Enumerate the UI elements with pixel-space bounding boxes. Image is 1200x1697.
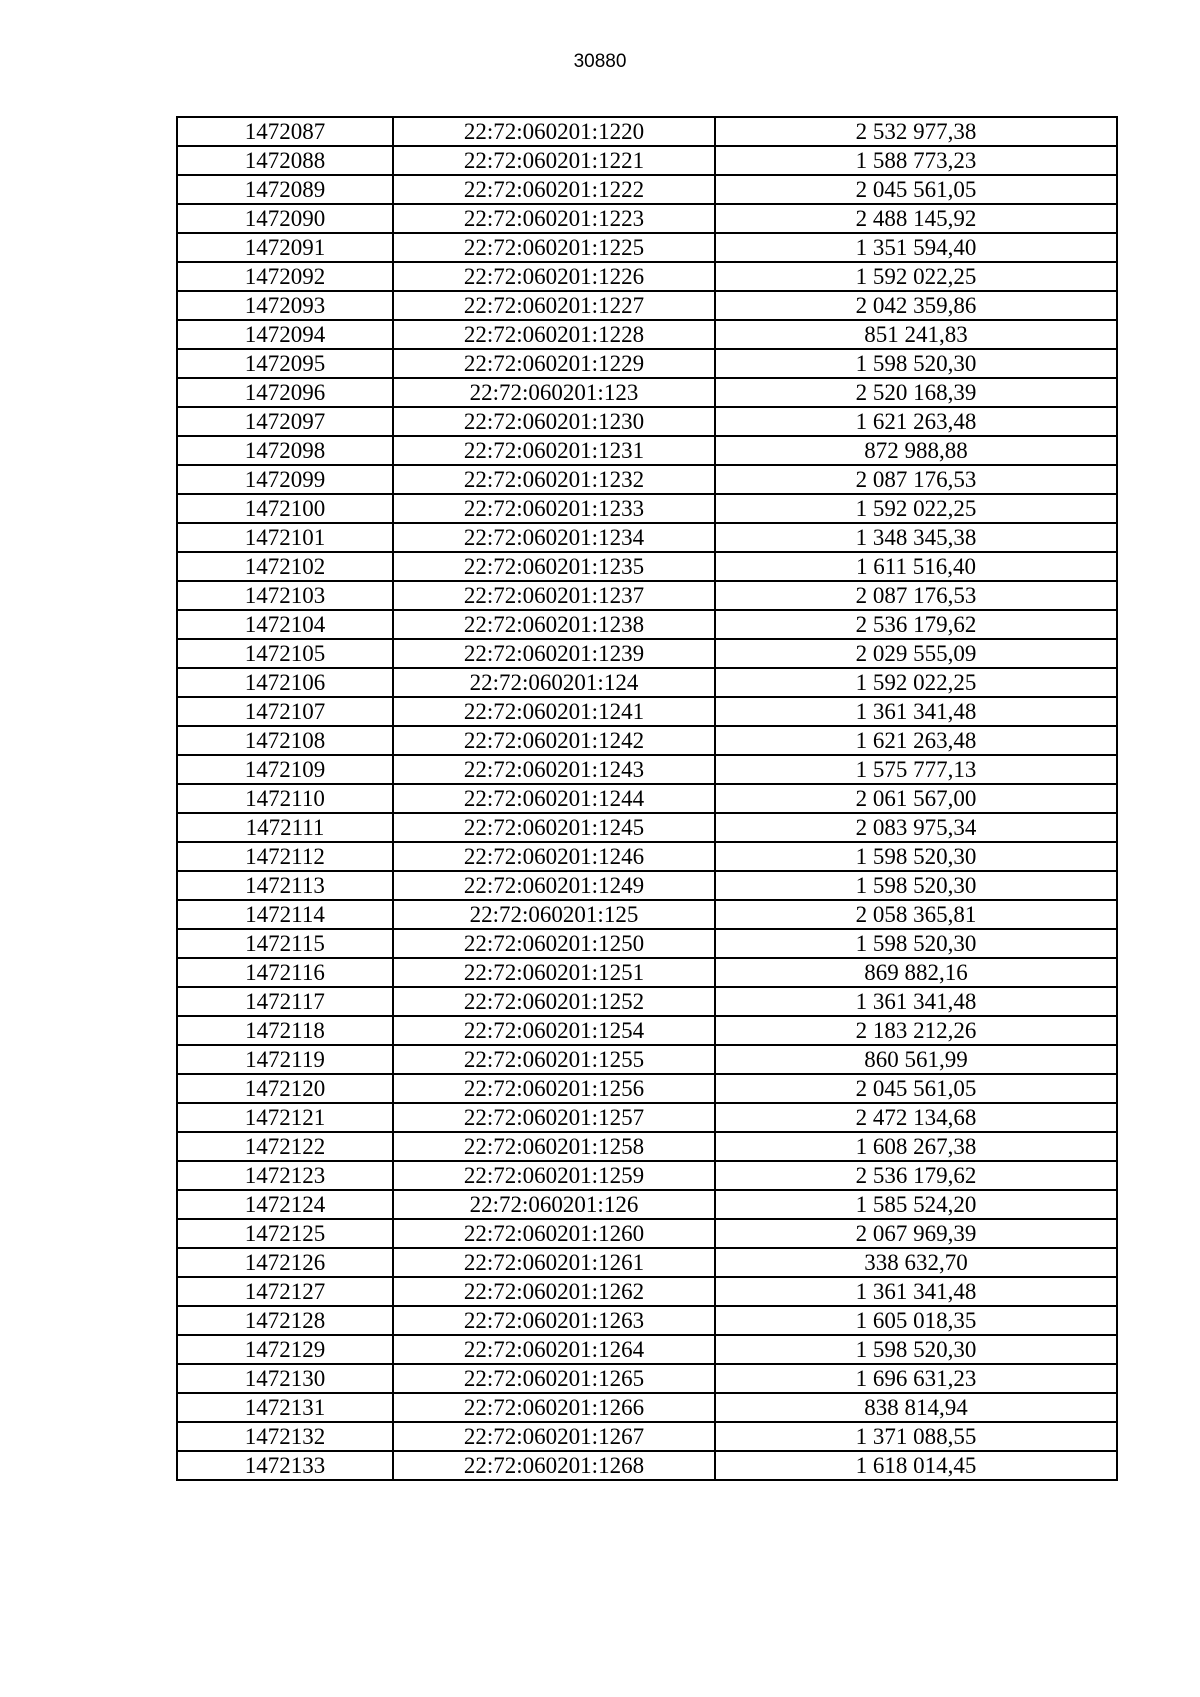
row-number-cell: 1472131	[177, 1393, 393, 1422]
row-number-cell: 1472128	[177, 1306, 393, 1335]
cadastral-number-cell: 22:72:060201:1228	[393, 320, 715, 349]
table-row	[177, 1364, 1117, 1393]
cadastral-number-cell: 22:72:060201:1257	[393, 1103, 715, 1132]
cadastral-number-cell: 22:72:060201:1262	[393, 1277, 715, 1306]
cadastral-number-cell: 22:72:060201:1250	[393, 929, 715, 958]
cadastral-number-cell: 22:72:060201:1220	[393, 117, 715, 146]
value-cell: 338 632,70	[715, 1248, 1117, 1277]
row-number-cell: 1472106	[177, 668, 393, 697]
table-row	[177, 465, 1117, 494]
table-body	[177, 117, 1117, 1480]
cadastral-number-cell: 22:72:060201:1237	[393, 581, 715, 610]
value-cell: 2 520 168,39	[715, 378, 1117, 407]
table-row	[177, 175, 1117, 204]
row-number-cell: 1472100	[177, 494, 393, 523]
row-number-cell: 1472130	[177, 1364, 393, 1393]
cadastral-number-cell: 22:72:060201:1267	[393, 1422, 715, 1451]
value-cell: 1 611 516,40	[715, 552, 1117, 581]
cadastral-number-cell: 22:72:060201:1258	[393, 1132, 715, 1161]
table-row	[177, 1074, 1117, 1103]
cadastral-number-cell: 22:72:060201:1242	[393, 726, 715, 755]
row-number-cell: 1472113	[177, 871, 393, 900]
row-number-cell: 1472112	[177, 842, 393, 871]
row-number-cell: 1472126	[177, 1248, 393, 1277]
cadastral-number-cell: 22:72:060201:1221	[393, 146, 715, 175]
row-number-cell: 1472105	[177, 639, 393, 668]
row-number-cell: 1472129	[177, 1335, 393, 1364]
row-number-cell: 1472125	[177, 1219, 393, 1248]
value-cell: 2 029 555,09	[715, 639, 1117, 668]
cadastral-number-cell: 22:72:060201:1227	[393, 291, 715, 320]
cadastral-number-cell: 22:72:060201:1226	[393, 262, 715, 291]
row-number-cell: 1472124	[177, 1190, 393, 1219]
cadastral-number-cell: 22:72:060201:1241	[393, 697, 715, 726]
table-row	[177, 523, 1117, 552]
value-cell: 2 532 977,38	[715, 117, 1117, 146]
row-number-cell: 1472090	[177, 204, 393, 233]
cadastral-number-cell: 22:72:060201:1234	[393, 523, 715, 552]
cadastral-number-cell: 22:72:060201:123	[393, 378, 715, 407]
value-cell: 1 361 341,48	[715, 987, 1117, 1016]
row-number-cell: 1472103	[177, 581, 393, 610]
row-number-cell: 1472087	[177, 117, 393, 146]
value-cell: 2 087 176,53	[715, 581, 1117, 610]
value-cell: 1 592 022,25	[715, 262, 1117, 291]
value-cell: 1 585 524,20	[715, 1190, 1117, 1219]
value-cell: 872 988,88	[715, 436, 1117, 465]
row-number-cell: 1472122	[177, 1132, 393, 1161]
row-number-cell: 1472114	[177, 900, 393, 929]
value-cell: 1 621 263,48	[715, 726, 1117, 755]
table-row	[177, 320, 1117, 349]
cadastral-number-cell: 22:72:060201:1225	[393, 233, 715, 262]
row-number-cell: 1472093	[177, 291, 393, 320]
table-row	[177, 204, 1117, 233]
table-row	[177, 668, 1117, 697]
row-number-cell: 1472132	[177, 1422, 393, 1451]
table-row	[177, 726, 1117, 755]
cadastral-number-cell: 22:72:060201:1231	[393, 436, 715, 465]
value-cell: 1 598 520,30	[715, 1335, 1117, 1364]
row-number-cell: 1472111	[177, 813, 393, 842]
cadastral-number-cell: 22:72:060201:125	[393, 900, 715, 929]
value-cell: 2 045 561,05	[715, 175, 1117, 204]
table-row	[177, 1219, 1117, 1248]
cadastral-number-cell: 22:72:060201:1255	[393, 1045, 715, 1074]
value-cell: 1 361 341,48	[715, 697, 1117, 726]
table-row	[177, 1335, 1117, 1364]
value-cell: 1 598 520,30	[715, 842, 1117, 871]
row-number-cell: 1472097	[177, 407, 393, 436]
cadastral-number-cell: 22:72:060201:1268	[393, 1451, 715, 1480]
value-cell: 2 061 567,00	[715, 784, 1117, 813]
cadastral-number-cell: 22:72:060201:1235	[393, 552, 715, 581]
row-number-cell: 1472099	[177, 465, 393, 494]
row-number-cell: 1472121	[177, 1103, 393, 1132]
row-number-cell: 1472120	[177, 1074, 393, 1103]
row-number-cell: 1472118	[177, 1016, 393, 1045]
table-row	[177, 871, 1117, 900]
table-row	[177, 1422, 1117, 1451]
cadastral-number-cell: 22:72:060201:1222	[393, 175, 715, 204]
cadastral-number-cell: 22:72:060201:1256	[393, 1074, 715, 1103]
cadastral-number-cell: 22:72:060201:1263	[393, 1306, 715, 1335]
table-row	[177, 117, 1117, 146]
value-cell: 1 605 018,35	[715, 1306, 1117, 1335]
value-cell: 1 696 631,23	[715, 1364, 1117, 1393]
value-cell: 1 598 520,30	[715, 871, 1117, 900]
table-row	[177, 1248, 1117, 1277]
value-cell: 1 608 267,38	[715, 1132, 1117, 1161]
table-row	[177, 842, 1117, 871]
table-row	[177, 291, 1117, 320]
table-row	[177, 755, 1117, 784]
value-cell: 2 045 561,05	[715, 1074, 1117, 1103]
row-number-cell: 1472088	[177, 146, 393, 175]
value-cell: 1 592 022,25	[715, 668, 1117, 697]
value-cell: 1 371 088,55	[715, 1422, 1117, 1451]
cadastral-number-cell: 22:72:060201:1259	[393, 1161, 715, 1190]
row-number-cell: 1472092	[177, 262, 393, 291]
table-row	[177, 1306, 1117, 1335]
table-row	[177, 639, 1117, 668]
table-row	[177, 233, 1117, 262]
cadastral-number-cell: 22:72:060201:1249	[393, 871, 715, 900]
cadastral-number-cell: 22:72:060201:1223	[393, 204, 715, 233]
cadastral-number-cell: 22:72:060201:1233	[393, 494, 715, 523]
cadastral-number-cell: 22:72:060201:1266	[393, 1393, 715, 1422]
row-number-cell: 1472119	[177, 1045, 393, 1074]
value-cell: 1 598 520,30	[715, 929, 1117, 958]
table-row	[177, 581, 1117, 610]
value-cell: 1 348 345,38	[715, 523, 1117, 552]
value-cell: 851 241,83	[715, 320, 1117, 349]
table-row	[177, 494, 1117, 523]
table-row	[177, 262, 1117, 291]
cadastral-number-cell: 22:72:060201:1244	[393, 784, 715, 813]
value-cell: 1 588 773,23	[715, 146, 1117, 175]
cadastral-number-cell: 22:72:060201:1265	[393, 1364, 715, 1393]
table-row	[177, 813, 1117, 842]
cadastral-number-cell: 22:72:060201:1243	[393, 755, 715, 784]
value-cell: 2 488 145,92	[715, 204, 1117, 233]
table-row	[177, 987, 1117, 1016]
value-cell: 860 561,99	[715, 1045, 1117, 1074]
row-number-cell: 1472123	[177, 1161, 393, 1190]
value-cell: 2 058 365,81	[715, 900, 1117, 929]
page-number: 30880	[573, 51, 627, 72]
row-number-cell: 1472102	[177, 552, 393, 581]
row-number-cell: 1472115	[177, 929, 393, 958]
table-row	[177, 378, 1117, 407]
row-number-cell: 1472094	[177, 320, 393, 349]
row-number-cell: 1472098	[177, 436, 393, 465]
cadastral-number-cell: 22:72:060201:1232	[393, 465, 715, 494]
row-number-cell: 1472104	[177, 610, 393, 639]
data-table-container	[176, 116, 1118, 1481]
table-row	[177, 146, 1117, 175]
table-row	[177, 697, 1117, 726]
row-number-cell: 1472127	[177, 1277, 393, 1306]
cadastral-number-cell: 22:72:060201:1238	[393, 610, 715, 639]
value-cell: 1 592 022,25	[715, 494, 1117, 523]
value-cell: 2 472 134,68	[715, 1103, 1117, 1132]
row-number-cell: 1472101	[177, 523, 393, 552]
value-cell: 2 083 975,34	[715, 813, 1117, 842]
table-row	[177, 1451, 1117, 1480]
row-number-cell: 1472110	[177, 784, 393, 813]
table-row	[177, 1132, 1117, 1161]
cadastral-number-cell: 22:72:060201:1239	[393, 639, 715, 668]
table-row	[177, 1277, 1117, 1306]
cadastral-number-cell: 22:72:060201:1229	[393, 349, 715, 378]
cadastral-number-cell: 22:72:060201:126	[393, 1190, 715, 1219]
table-row	[177, 1103, 1117, 1132]
cadastral-number-cell: 22:72:060201:1252	[393, 987, 715, 1016]
row-number-cell: 1472096	[177, 378, 393, 407]
value-cell: 2 536 179,62	[715, 610, 1117, 639]
cadastral-number-cell: 22:72:060201:1251	[393, 958, 715, 987]
row-number-cell: 1472117	[177, 987, 393, 1016]
table-row	[177, 958, 1117, 987]
cadastral-number-cell: 22:72:060201:1260	[393, 1219, 715, 1248]
value-cell: 1 621 263,48	[715, 407, 1117, 436]
cadastral-number-cell: 22:72:060201:1246	[393, 842, 715, 871]
cadastral-number-cell: 22:72:060201:124	[393, 668, 715, 697]
table-row	[177, 407, 1117, 436]
value-cell: 2 536 179,62	[715, 1161, 1117, 1190]
value-cell: 838 814,94	[715, 1393, 1117, 1422]
row-number-cell: 1472091	[177, 233, 393, 262]
table-row	[177, 1161, 1117, 1190]
row-number-cell: 1472108	[177, 726, 393, 755]
row-number-cell: 1472107	[177, 697, 393, 726]
row-number-cell: 1472133	[177, 1451, 393, 1480]
value-cell: 2 042 359,86	[715, 291, 1117, 320]
cadastral-number-cell: 22:72:060201:1254	[393, 1016, 715, 1045]
cadastral-number-cell: 22:72:060201:1261	[393, 1248, 715, 1277]
value-cell: 2 067 969,39	[715, 1219, 1117, 1248]
row-number-cell: 1472109	[177, 755, 393, 784]
table-row	[177, 1016, 1117, 1045]
value-cell: 869 882,16	[715, 958, 1117, 987]
row-number-cell: 1472116	[177, 958, 393, 987]
table-row	[177, 1393, 1117, 1422]
table-row	[177, 610, 1117, 639]
cadastral-number-cell: 22:72:060201:1230	[393, 407, 715, 436]
table-row	[177, 436, 1117, 465]
value-cell: 1 575 777,13	[715, 755, 1117, 784]
value-cell: 1 351 594,40	[715, 233, 1117, 262]
row-number-cell: 1472095	[177, 349, 393, 378]
cadastral-number-cell: 22:72:060201:1245	[393, 813, 715, 842]
table-row	[177, 929, 1117, 958]
table-row	[177, 784, 1117, 813]
value-cell: 1 618 014,45	[715, 1451, 1117, 1480]
table-row	[177, 1045, 1117, 1074]
value-cell: 1 361 341,48	[715, 1277, 1117, 1306]
row-number-cell: 1472089	[177, 175, 393, 204]
value-cell: 2 183 212,26	[715, 1016, 1117, 1045]
table-row	[177, 349, 1117, 378]
table-row	[177, 1190, 1117, 1219]
table-row	[177, 900, 1117, 929]
data-table	[176, 116, 1118, 1481]
cadastral-number-cell: 22:72:060201:1264	[393, 1335, 715, 1364]
table-row	[177, 552, 1117, 581]
value-cell: 1 598 520,30	[715, 349, 1117, 378]
value-cell: 2 087 176,53	[715, 465, 1117, 494]
